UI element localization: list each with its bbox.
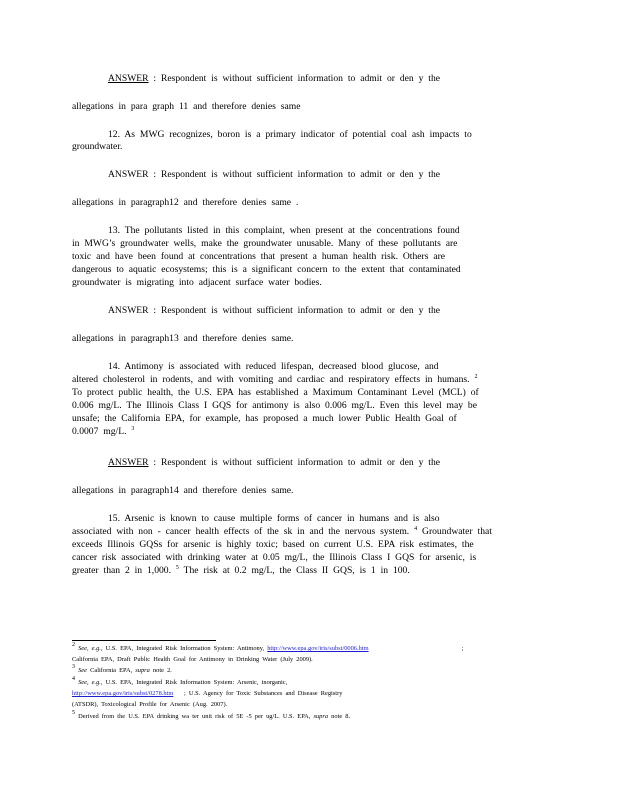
paragraph-14-text: 0.0007 mg/L. (72, 426, 127, 437)
footnote-link[interactable]: http://www.epa.gov/iris/subst/0006.htm (267, 645, 369, 652)
paragraph-14-text: altered cholesterol in rodents, and with vomiting and cardiac and respiratory effects in humans. (72, 374, 470, 385)
footnote-text: note 8. (331, 713, 351, 720)
footnote-text: Derived from the U.S. EPA drinking wa ter unit risk of 5E -5 per ug/L. U.S. EPA, (78, 713, 311, 720)
answer-text: : Respondent is without sufficient information to admit or den y the (153, 305, 441, 316)
paragraph-14-line5: unsafe; the California EPA, for example, has proposed a much lower Public Health Goal of (72, 413, 457, 424)
footnote-ref-3: 3 (131, 426, 135, 432)
paragraph-15-text: associated with non - cancer health effects of the sk in and the nervous system. (72, 526, 410, 537)
answer-12-line2: allegations in paragraph12 and therefore denies same . (72, 197, 299, 208)
paragraph-13-line3: toxic and have been found at concentrations that present a human health risk. Others are (72, 251, 446, 262)
paragraph-14-line2 (72, 374, 535, 386)
paragraph-15-text: Groundwater that (422, 526, 492, 537)
answer-12-line1 (108, 169, 535, 181)
answer-14-line2: allegations in paragraph14 and therefore denies same. (72, 485, 294, 496)
paragraph-13-line5: groundwater is migrating into adjacent surface water bodies. (72, 277, 322, 288)
footnote-number: 4 (72, 676, 75, 682)
paragraph-15-line3: exceeds Illinois GQSs for arsenic is highly toxic; based on current U.S. EPA risk estimates, the (72, 539, 474, 550)
footnote-ref-4: 4 (414, 526, 418, 532)
footnote-4 (72, 676, 522, 687)
footnote-signal: See, e.g. (78, 645, 101, 652)
footnote-signal: See, e.g. (78, 679, 101, 686)
answer-label: ANSWER (108, 73, 149, 84)
footnote-ref-2: 2 (474, 374, 478, 380)
footnote-text: , U.S. EPA, Integrated Risk Information System: Arsenic, inorganic, (100, 679, 288, 686)
footnote-text: ; U.S. Agency for Toxic Substances and Disease Registry (184, 690, 343, 697)
footnote-link[interactable]: http://www.epa.gov/iris/subst/0278.htm (72, 690, 174, 697)
answer-11-line2: allegations in para graph 11 and therefore denies same (72, 101, 301, 112)
footnote-text: California EPA, (90, 667, 133, 674)
answer-text: : Respondent is without sufficient information to admit or den y the (153, 73, 441, 84)
paragraph-15-line5 (72, 565, 535, 577)
paragraph-14-line1: 14. Antimony is associated with reduced lifespan, decreased blood glucose, and (108, 361, 439, 372)
footnote-3 (72, 664, 522, 675)
paragraph-12-line2: groundwater. (72, 141, 123, 152)
footnote-supra: supra (313, 713, 329, 720)
answer-text: : Respondent is without sufficient information to admit or den y the (153, 457, 441, 468)
paragraph-13-line1: 13. The pollutants listed in this complaint, when present at the concentrations found (108, 225, 460, 236)
footnote-separator (72, 640, 216, 641)
answer-14-line1 (108, 457, 535, 469)
footnote-ref-5: 5 (175, 565, 179, 571)
answer-label: ANSWER (108, 305, 149, 316)
paragraph-12-line1: 12. As MWG recognizes, boron is a primary indicator of potential coal ash impacts to (108, 129, 472, 140)
footnote-signal: See (78, 667, 87, 674)
paragraph-13-line2: in MWG’s groundwater wells, make the groundwater unusable. Many of these pollutants are (72, 238, 458, 249)
footnote-number: 2 (72, 642, 75, 648)
paragraph-15-line2 (72, 526, 535, 538)
footnote-text: , U.S. EPA, Integrated Risk Information System: Antimony, (100, 645, 265, 652)
paragraph-15-line1: 15. Arsenic is known to cause multiple forms of cancer in humans and is also (108, 513, 440, 524)
footnote-text: ; (461, 645, 464, 652)
answer-label: ANSWER (108, 457, 149, 468)
footnote-number: 3 (72, 664, 75, 670)
footnote-number: 5 (72, 710, 75, 716)
paragraph-14-line6 (72, 426, 535, 438)
paragraph-13-line4: dangerous to aquatic ecosystems; this is a significant concern to the extent that contaminated (72, 264, 461, 275)
paragraph-15-line4: cancer risk associated with drinking water at 0.05 mg/L, the Illinois Class I GQS for arsenic, is (72, 552, 477, 563)
paragraph-15-text: The risk at 0.2 mg/L, the Class II GQS, is 1 in 100. (183, 565, 410, 576)
footnote-text: note 2. (152, 667, 172, 674)
footnote-supra: supra (135, 667, 150, 674)
footnote-2-cont: California EPA, Draft Public Health Goal for Antimony in Drinking Water (July 2009). (72, 656, 313, 663)
paragraph-15-text: greater than 2 in 1,000. (72, 565, 171, 576)
answer-text: : Respondent is without sufficient information to admit or den y the (153, 169, 441, 180)
answer-13-line2: allegations in paragraph13 and therefore denies same. (72, 333, 294, 344)
answer-11-line1 (108, 73, 535, 85)
answer-label: ANSWER (108, 169, 149, 180)
paragraph-14-line4: 0.006 mg/L. The Illinois Class I GQS for antimony is also 0.006 mg/L. Even this level may be (72, 400, 477, 411)
footnote-5 (72, 710, 522, 721)
footnote-4-cont (72, 690, 522, 698)
footnote-2 (72, 642, 522, 653)
paragraph-14-line3: To protect public health, the U.S. EPA has established a Maximum Contaminant Level (MCL) of (72, 387, 479, 398)
footnote-4-cont2: (ATSDR), Toxicological Profile for Arsenic (Aug. 2007). (72, 701, 228, 708)
answer-13-line1 (108, 305, 535, 317)
